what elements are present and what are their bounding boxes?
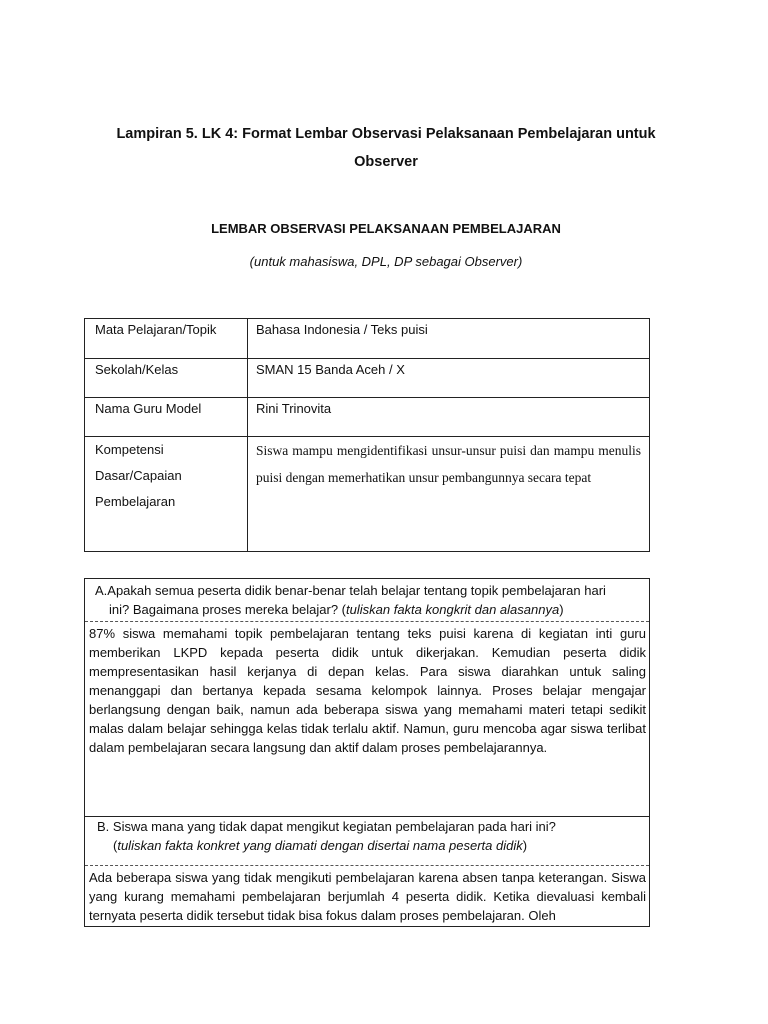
- question-b-line-2: [97, 836, 639, 855]
- question-hint: tuliskan fakta konkret yang diamati dengan disertai nama peserta didik: [117, 838, 523, 853]
- question-text: ): [522, 838, 528, 853]
- row-value: Siswa mampu mengidentifikasi unsur-unsur puisi dan mampu menulis puisi dengan memerhatikan unsur pembangunnya secara tepat: [248, 437, 650, 552]
- row-value: Bahasa Indonesia / Teks puisi: [248, 319, 650, 359]
- question-a-line-2: [95, 600, 639, 619]
- row-value: Rini Trinovita: [248, 398, 650, 437]
- form-heading: LEMBAR OBSERVASI PELAKSANAAN PEMBELAJARAN: [211, 221, 561, 236]
- question-hint: tuliskan fakta kongkrit dan alasannya: [346, 602, 560, 617]
- question-text: (: [113, 838, 118, 853]
- observer-note: (untuk mahasiswa, DPL, DP sebagai Observer): [249, 254, 523, 269]
- table-row: [85, 319, 650, 359]
- question-a-line-1: A.Apakah semua peserta didik benar-benar telah belajar tentang topik pembelajaran hari: [95, 583, 606, 598]
- observation-box: [84, 578, 650, 927]
- info-table: [84, 318, 650, 552]
- answer-b: Ada beberapa siswa yang tidak mengikuti pembelajaran karena absen tanpa keterangan. Siswa yang kurang memahami pembelajaran berjumlah 4 peserta didik. Ketika dievaluasi kembali ternyata peserta didik tersebut tidak bisa fokus dalam proses pembelajaran. Oleh: [85, 865, 649, 926]
- question-text: ): [559, 602, 564, 617]
- title-line-1: Lampiran 5. LK 4: Format Lembar Observasi Pelaksanaan Pembelajaran untuk: [116, 126, 656, 142]
- answer-a: 87% siswa memahami topik pembelajaran tentang teks puisi karena di kegiatan inti guru memberikan LKPD kepada peserta didik untuk dikerjakan. Kemudian peserta didik mempresentasikan hasil kerjanya di depan kelas. Para siswa diarahkan untuk saling menanggapi dan bertanya kepada sesama kelompok lainnya. Proses belajar mengajar berlangsung dengan baik, namun ada beberapa siswa yang memahami materi tetapi sedikit malas dalam belajar sehingga kelas tidak terlalu aktif. Namun, guru mencoba agar siswa terlibat dalam pembelajaran secara langsung dan aktif dalam proses pembelajarannya.: [85, 621, 649, 817]
- label-line: Dasar/Capaian: [95, 468, 182, 483]
- label-line: Pembelajaran: [95, 494, 176, 509]
- row-label: Sekolah/Kelas: [85, 359, 248, 398]
- question-b: [85, 817, 649, 865]
- question-text: ini? Bagaimana proses mereka belajar? (: [109, 602, 347, 617]
- document-title: [84, 120, 688, 176]
- row-value: SMAN 15 Banda Aceh / X: [248, 359, 650, 398]
- table-row: [85, 359, 650, 398]
- title-line-2: Observer: [354, 154, 418, 170]
- table-row: [85, 398, 650, 437]
- row-label: Mata Pelajaran/Topik: [85, 319, 248, 359]
- row-label: [85, 437, 248, 552]
- label-line: Kompetensi: [95, 442, 164, 457]
- question-b-line-1: B. Siswa mana yang tidak dapat mengikut kegiatan pembelajaran pada hari ini?: [97, 819, 556, 834]
- question-a: [85, 579, 649, 621]
- row-label: Nama Guru Model: [85, 398, 248, 437]
- table-row: [85, 437, 650, 552]
